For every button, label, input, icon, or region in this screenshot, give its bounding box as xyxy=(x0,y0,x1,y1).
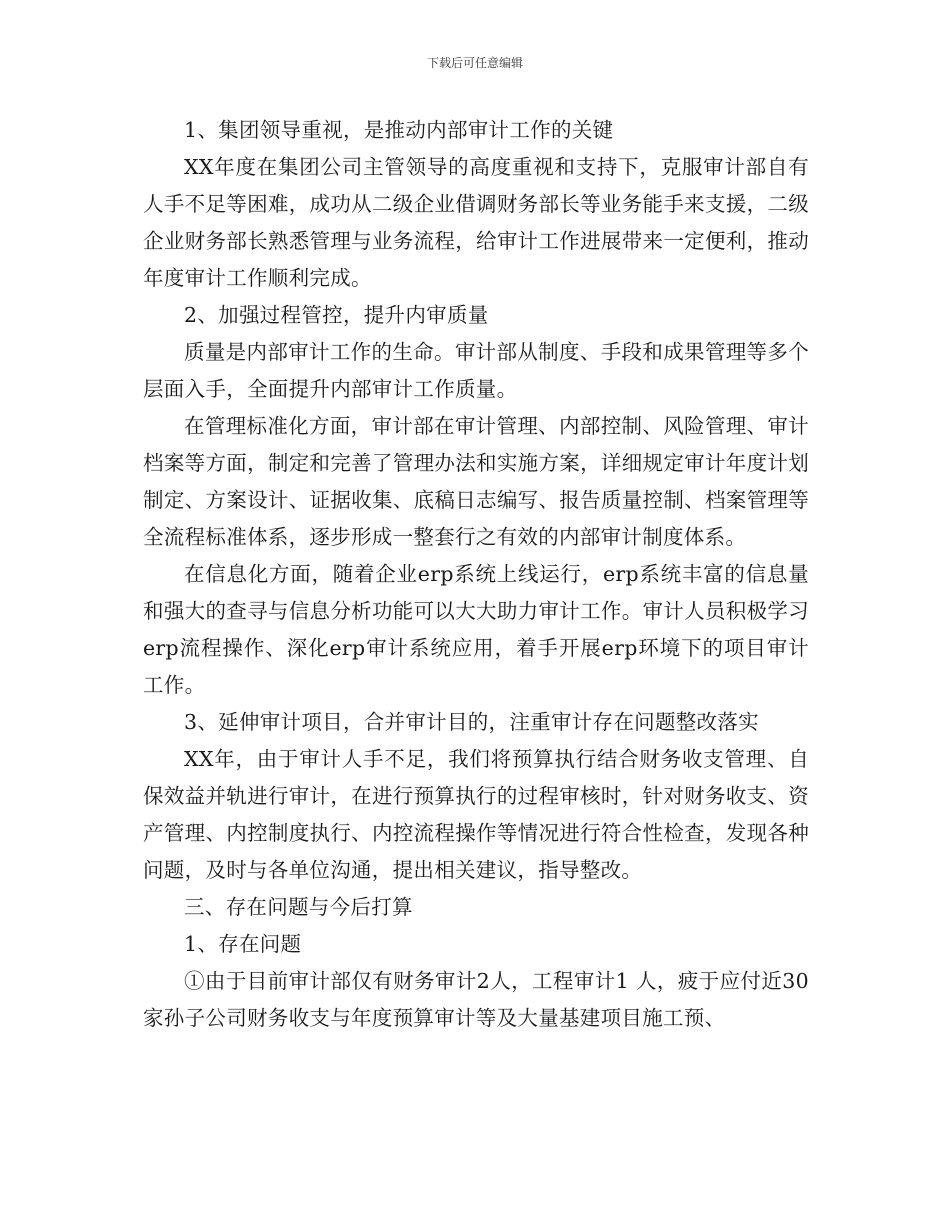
document-body xyxy=(143,112,809,1037)
section-heading-process-control: 2、加强过程管控，提升内审质量 xyxy=(184,303,489,327)
page-header-note: 下载后可任意编辑 xyxy=(426,56,523,70)
section-heading-leadership: 1、集团领导重视，是推动内部审计工作的关键 xyxy=(184,118,614,142)
paragraph-standardization: 在管理标准化方面，审计部在审计管理、内部控制、风险管理、审计档案等方面，制定和完善了管理办法和实施方案，详细规定审计年度计划制定、方案设计、证据收集、底稿日志编写、报告质量控制、档案管理等全流程标准体系，逐步形成一整套行之有效的内部审计制度体系。 xyxy=(143,414,809,549)
section-heading-extend-audit: 3、延伸审计项目，合并审计目的，注重审计存在问题整改落实 xyxy=(184,710,759,734)
section-heading-problems-plans: 三、存在问题与今后打算 xyxy=(184,895,413,919)
paragraph-extend-audit: XX年，由于审计人手不足，我们将预算执行结合财务收支管理、自保效益并轨进行审计，在进行预算执行的过程审核时，针对财务收支、资产管理、内控制度执行、内控流程操作等情况进行符合性检查，发现各种问题，及时与各单位沟通，提出相关建议，指导整改。 xyxy=(143,747,809,882)
subsection-heading-problems: 1、存在问题 xyxy=(184,932,302,956)
paragraph-quality: 质量是内部审计工作的生命。审计部从制度、手段和成果管理等多个层面入手，全面提升内部审计工作质量。 xyxy=(143,340,809,401)
paragraph-leadership: XX年度在集团公司主管领导的高度重视和支持下，克服审计部自有人手不足等困难，成功从二级企业借调财务部长等业务能手来支援，二级企业财务部长熟悉管理与业务流程，给审计工作进展带来一定便利，推动年度审计工作顺利完成。 xyxy=(143,155,809,290)
paragraph-problem-1: ①由于目前审计部仅有财务审计2人，工程审计1 人，疲于应付近30家孙子公司财务收支与年度预算审计等及大量基建项目施工预、 xyxy=(143,969,809,1030)
paragraph-informatization: 在信息化方面，随着企业erp系统上线运行，erp系统丰富的信息量和强大的查寻与信息分析功能可以大大助力审计工作。审计人员积极学习erp流程操作、深化erp审计系统应用，着手开展erp环境下的项目审计工作。 xyxy=(143,562,809,697)
